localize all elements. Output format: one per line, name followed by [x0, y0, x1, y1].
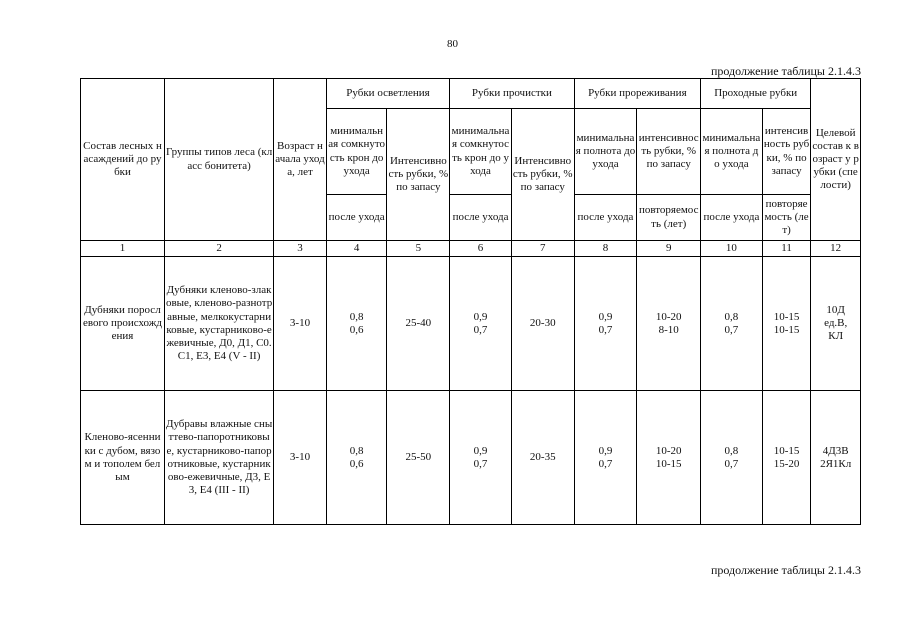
proch-intensity-cell: 20-30 [511, 257, 574, 391]
header-forest-type-groups: Группы типов леса (класс бонитета) [164, 79, 273, 241]
stand-composition-cell: Дубняки порослевого происхождения [81, 257, 165, 391]
prorezh-fullness-cell [574, 391, 637, 525]
osv-intensity-cell: 25-40 [387, 257, 450, 391]
header-start-age: Возраст начала ухода, лет [274, 79, 327, 241]
header-group-prorezhivaniya: Рубки прореживания [574, 79, 700, 109]
prorezh-intensity-cell [637, 257, 701, 391]
column-number: 10 [701, 241, 763, 257]
osv-intensity-cell: 25-50 [387, 391, 450, 525]
header-osv-after: после ухода [326, 195, 387, 241]
value-intensity: 10-20 [655, 444, 682, 457]
table-row [81, 257, 861, 391]
value-after: 0,7 [724, 457, 739, 470]
page-number: 80 [447, 38, 458, 50]
value-before: 0,8 [349, 310, 364, 323]
header-prokh-min-fullness: минимальная полнота до ухода [701, 109, 763, 195]
value-after: 0,7 [598, 323, 613, 336]
value-before: 0,9 [598, 310, 613, 323]
stand-composition-cell: Кленово-ясенники с дубом, вязом и тополем белым [81, 391, 165, 525]
value-intensity: 10-15 [773, 444, 800, 457]
target-composition-cell [811, 391, 861, 525]
column-number-row [81, 241, 861, 257]
value-before: 0,8 [724, 310, 739, 323]
table-continuation-label-bottom: продолжение таблицы 2.1.4.3 [710, 563, 861, 577]
column-number: 1 [81, 241, 165, 257]
column-number: 8 [574, 241, 637, 257]
osv-density-cell [326, 391, 387, 525]
target-line: 10Д [826, 303, 845, 316]
column-number: 6 [450, 241, 512, 257]
value-repeat: 8-10 [658, 323, 679, 336]
proch-intensity-cell: 20-35 [511, 391, 574, 525]
target-line: КЛ [828, 330, 844, 343]
header-row-groups [81, 79, 861, 109]
prorezh-fullness-cell [574, 257, 637, 391]
value-before: 0,8 [724, 444, 739, 457]
value-intensity: 10-15 [773, 310, 800, 323]
header-prorezh-min-fullness: минимальная полнота до ухода [574, 109, 637, 195]
proch-density-cell [450, 257, 512, 391]
value-before: 0,9 [598, 444, 613, 457]
target-composition-cell [811, 257, 861, 391]
header-prokh-repeat: повторяемость (лет) [762, 195, 811, 241]
value-before: 0,8 [349, 444, 364, 457]
column-number: 12 [811, 241, 861, 257]
value-after: 0,7 [473, 457, 488, 470]
start-age-cell: 3-10 [274, 257, 327, 391]
target-line: ед.В, [824, 317, 848, 330]
value-intensity: 10-20 [655, 310, 682, 323]
forest-type-cell: Дубравы влажные сныттево-папоротниковые, кустарниково-папоротниковые, кустарниково-ежевичные, Д3, Е3, Е4 (III - II) [164, 391, 273, 525]
column-number: 3 [274, 241, 327, 257]
value-repeat: 10-15 [655, 457, 682, 470]
header-proch-min-density: минимальная сомкнутость крон до ухода [450, 109, 512, 195]
header-stand-composition: Состав лесных насаждений до рубки [81, 79, 165, 241]
value-repeat: 10-15 [773, 323, 800, 336]
forest-thinning-table [80, 78, 861, 525]
value-after: 0,6 [349, 323, 364, 336]
header-osv-min-density: минимальная сомкнутость крон до ухода [326, 109, 387, 195]
prokh-intensity-cell [762, 257, 811, 391]
value-repeat: 15-20 [773, 457, 800, 470]
header-osv-intensity: Интенсивность рубки, % по запасу [387, 109, 450, 241]
column-number: 9 [637, 241, 701, 257]
target-line: 4Д3В [822, 444, 849, 457]
prokh-fullness-cell [701, 391, 763, 525]
value-after: 0,7 [724, 323, 739, 336]
column-number: 4 [326, 241, 387, 257]
header-group-prokhodnye: Проходные рубки [701, 79, 811, 109]
value-before: 0,9 [473, 310, 488, 323]
target-line: 2Я1Кл [820, 457, 852, 470]
header-group-prochistki: Рубки прочистки [450, 79, 574, 109]
header-proch-intensity: Интенсивность рубки, % по запасу [511, 109, 574, 241]
forest-type-cell: Дубняки кленово-злаковые, кленово-разнотравные, мелкокустарниковые, кустарниково-ежевичные, Д0, Д1, С0. С1, Е3, Е4 (V - II) [164, 257, 273, 391]
prokh-intensity-cell [762, 391, 811, 525]
value-after: 0,7 [473, 323, 488, 336]
header-prokh-intensity: интенсивность рубки, % по запасу [762, 109, 811, 195]
header-prorezh-intensity: интенсивность рубки, % по запасу [637, 109, 701, 195]
header-prokh-after: после ухода [701, 195, 763, 241]
header-target-composition: Целевой состав к возраст у рубки (спелости) [811, 79, 861, 241]
value-after: 0,6 [349, 457, 364, 470]
column-number: 5 [387, 241, 450, 257]
header-proch-after: после ухода [450, 195, 512, 241]
prorezh-intensity-cell [637, 391, 701, 525]
value-before: 0,9 [473, 444, 488, 457]
header-prorezh-repeat: повторяемость (лет) [637, 195, 701, 241]
table-continuation-label: продолжение таблицы 2.1.4.3 [710, 64, 861, 78]
proch-density-cell [450, 391, 512, 525]
header-group-osvetleniya: Рубки осветления [326, 79, 449, 109]
column-number: 2 [164, 241, 273, 257]
prokh-fullness-cell [701, 257, 763, 391]
start-age-cell: 3-10 [274, 391, 327, 525]
value-after: 0,7 [598, 457, 613, 470]
osv-density-cell [326, 257, 387, 391]
column-number: 7 [511, 241, 574, 257]
table-row [81, 391, 861, 525]
header-prorezh-after: после ухода [574, 195, 637, 241]
column-number: 11 [762, 241, 811, 257]
